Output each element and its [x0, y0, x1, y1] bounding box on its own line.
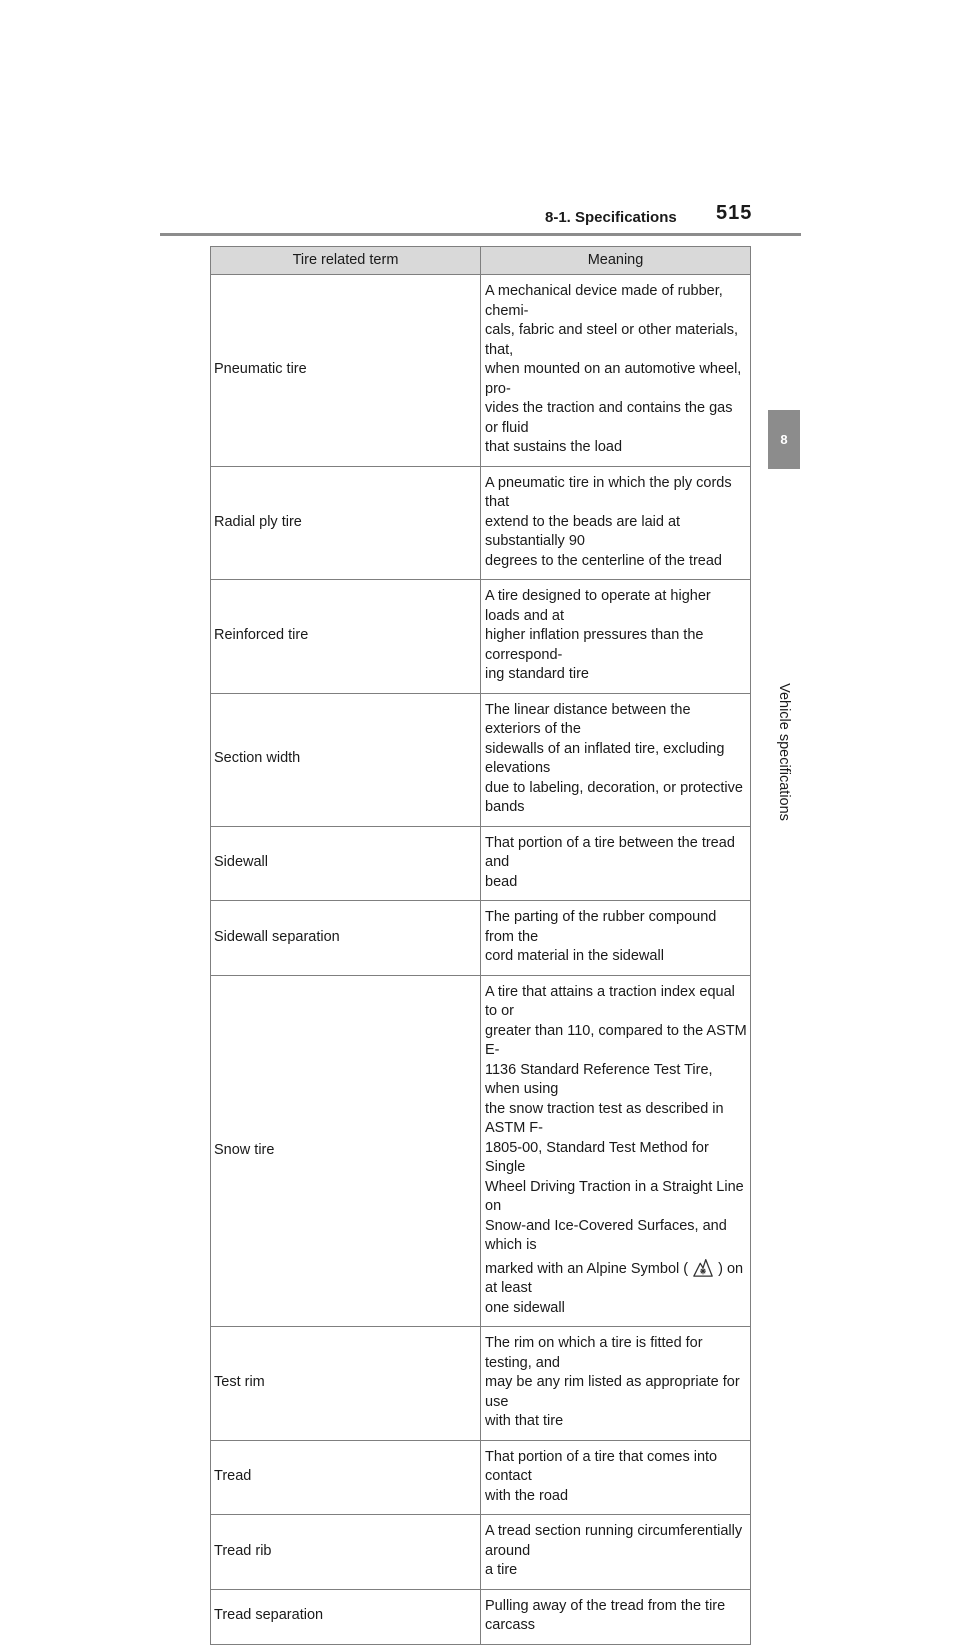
- chapter-tab[interactable]: [768, 410, 800, 469]
- term-cell: Sidewall: [211, 826, 481, 901]
- meaning-cell: The parting of the rubber compound from the cord material in the sidewall: [481, 901, 751, 976]
- meaning-cell: Pulling away of the tread from the tire carcass: [481, 1589, 751, 1644]
- table-row: [211, 975, 751, 1327]
- table-row: [211, 826, 751, 901]
- table-row: [211, 1440, 751, 1515]
- table-row: [211, 466, 751, 580]
- alpine-symbol-icon: [692, 1256, 714, 1278]
- table-row: [211, 1515, 751, 1590]
- table-row: [211, 580, 751, 694]
- table-row: [211, 901, 751, 976]
- meaning-cell: That portion of a tire that comes into contact with the road: [481, 1440, 751, 1515]
- page-number: 515: [716, 202, 753, 224]
- meaning-cell: A pneumatic tire in which the ply cords that extend to the beads are laid at substantially 90 degrees to the centerline of the tread: [481, 466, 751, 580]
- column-header-term: Tire related term: [211, 247, 481, 275]
- tire-terms-table: [210, 246, 751, 1645]
- table-row: [211, 1327, 751, 1441]
- table-row: [211, 693, 751, 826]
- chapter-number: 8: [780, 432, 788, 447]
- meaning-cell: A mechanical device made of rubber, chemi- cals, fabric and steel or other materials, that, when mounted on an automotive wheel, pro- vides the traction and contains the gas or fluid that sustains the load: [481, 275, 751, 467]
- header-divider: [160, 233, 801, 236]
- term-cell: Tread separation: [211, 1589, 481, 1644]
- table-row: [211, 275, 751, 467]
- meaning-cell: The rim on which a tire is fitted for testing, and may be any rim listed as appropriate for use with that tire: [481, 1327, 751, 1441]
- term-cell: Radial ply tire: [211, 466, 481, 580]
- meaning-cell: A tread section running circumferentially around a tire: [481, 1515, 751, 1590]
- term-cell: Reinforced tire: [211, 580, 481, 694]
- term-cell: Sidewall separation: [211, 901, 481, 976]
- term-cell: Tread rib: [211, 1515, 481, 1590]
- meaning-text: A tire that attains a traction index equal to or greater than 110, compared to the ASTM E- 1136 Standard Reference Test Tire, when using the snow traction test as described in ASTM F- 1805-00, Standard Test Method for Single Wheel Driving Traction in a Straight Line on Snow-and Ice-Covered Surfaces, and which is marked with an Alpine Symbol (: [485, 983, 747, 1277]
- term-cell: Test rim: [211, 1327, 481, 1441]
- table-body: [211, 275, 751, 1645]
- column-header-meaning: Meaning: [481, 247, 751, 275]
- chapter-label: Vehicle specifications: [776, 683, 792, 821]
- meaning-cell: [481, 975, 751, 1327]
- table-header-row: [211, 247, 751, 275]
- table-row: [211, 1589, 751, 1644]
- term-cell: Pneumatic tire: [211, 275, 481, 467]
- meaning-text: ) on at least one sidewall: [485, 1260, 744, 1316]
- meaning-cell: The linear distance between the exteriors of the sidewalls of an inflated tire, excluding elevations due to labeling, decoration, or protective bands: [481, 693, 751, 826]
- meaning-cell: A tire designed to operate at higher loads and at higher inflation pressures than the correspond- ing standard tire: [481, 580, 751, 694]
- term-cell: Snow tire: [211, 975, 481, 1327]
- term-cell: Section width: [211, 693, 481, 826]
- section-title: 8-1. Specifications: [545, 209, 677, 226]
- term-cell: Tread: [211, 1440, 481, 1515]
- meaning-cell: That portion of a tire between the tread and bead: [481, 826, 751, 901]
